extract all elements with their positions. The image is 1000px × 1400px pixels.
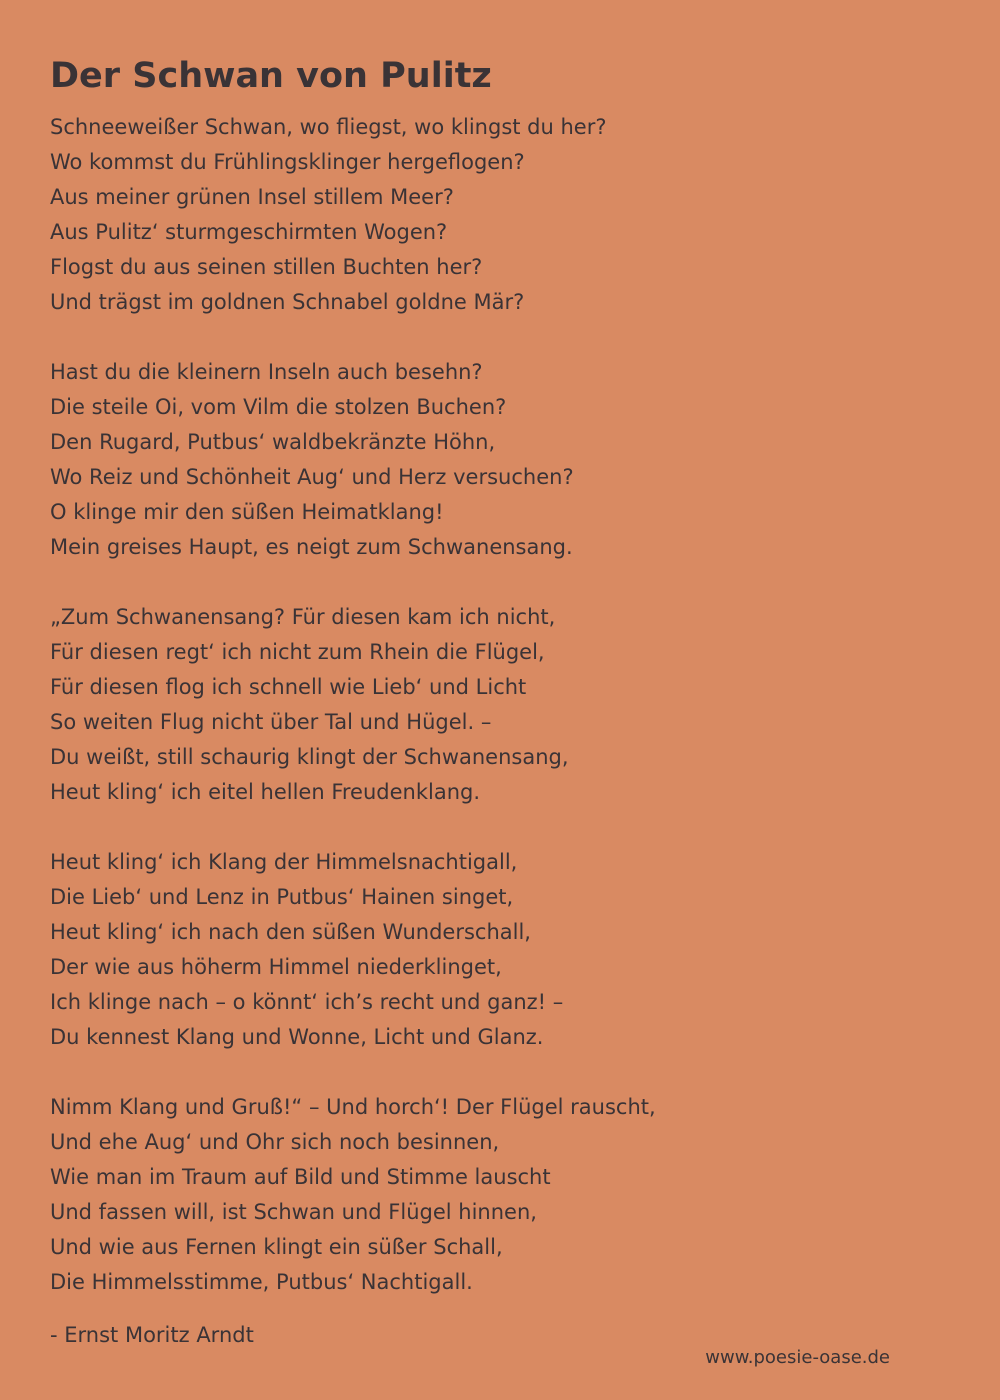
poem-line: Die Lieb‘ und Lenz in Putbus‘ Hainen singet, <box>50 885 514 909</box>
poem-title: Der Schwan von Pulitz <box>50 56 492 96</box>
poem-line: Die steile Oi, vom Vilm die stolzen Buchen? <box>50 395 507 419</box>
poem-line: Heut kling‘ ich nach den süßen Wunderschall, <box>50 920 531 944</box>
poem-line: Und fassen will, ist Schwan und Flügel hinnen, <box>50 1200 537 1224</box>
poem-line: Du kennest Klang und Wonne, Licht und Glanz. <box>50 1025 544 1049</box>
poem-line: Heut kling‘ ich eitel hellen Freudenklang. <box>50 780 481 804</box>
poem-line: „Zum Schwanensang? Für diesen kam ich nicht, <box>50 605 556 629</box>
stanza-3 <box>50 600 950 810</box>
poem-page <box>50 54 950 1335</box>
stanza-2 <box>50 355 950 565</box>
poem-line: Und wie aus Fernen klingt ein süßer Schall, <box>50 1235 503 1259</box>
poem-line: Wo kommst du Frühlingsklinger hergeflogen? <box>50 150 525 174</box>
poem-line: Aus Pulitz‘ sturmgeschirmten Wogen? <box>50 220 448 244</box>
poem-line: Nimm Klang und Gruß!“ – Und horch‘! Der Flügel rauscht, <box>50 1095 656 1119</box>
poem-line: Ich klinge nach – o könnt‘ ich’s recht und ganz! – <box>50 990 564 1014</box>
poem-line: Wie man im Traum auf Bild und Stimme lauscht <box>50 1165 551 1189</box>
stanza-5 <box>50 1090 950 1300</box>
poem-line: Der wie aus höherm Himmel niederklinget, <box>50 955 502 979</box>
poem-line: Die Himmelsstimme, Putbus‘ Nachtigall. <box>50 1270 473 1294</box>
poem-line: Wo Reiz und Schönheit Aug‘ und Herz versuchen? <box>50 465 574 489</box>
stanza-4 <box>50 845 950 1055</box>
website-link[interactable]: www.poesie-oase.de <box>705 1347 890 1368</box>
poem-line: Heut kling‘ ich Klang der Himmelsnachtigall, <box>50 850 518 874</box>
poem-line: Flogst du aus seinen stillen Buchten her? <box>50 255 483 279</box>
poem-line: So weiten Flug nicht über Tal und Hügel. – <box>50 710 492 734</box>
poem-author: - Ernst Moritz Arndt <box>50 1323 254 1347</box>
poem-line: Für diesen flog ich schnell wie Lieb‘ und Licht <box>50 675 527 699</box>
poem-line: Schneeweißer Schwan, wo fliegst, wo klingst du her? <box>50 115 607 139</box>
stanza-1 <box>50 110 950 320</box>
poem-line: Und ehe Aug‘ und Ohr sich noch besinnen, <box>50 1130 500 1154</box>
poem-line: Du weißt, still schaurig klingt der Schwanensang, <box>50 745 569 769</box>
poem-line: Mein greises Haupt, es neigt zum Schwanensang. <box>50 535 573 559</box>
poem-line: O klinge mir den süßen Heimatklang! <box>50 500 444 524</box>
poem-line: Aus meiner grünen Insel stillem Meer? <box>50 185 454 209</box>
poem-line: Den Rugard, Putbus‘ waldbekränzte Höhn, <box>50 430 496 454</box>
poem-line: Für diesen regt‘ ich nicht zum Rhein die Flügel, <box>50 640 545 664</box>
poem-line: Hast du die kleinern Inseln auch besehn? <box>50 360 483 384</box>
poem-line: Und trägst im goldnen Schnabel goldne Mär? <box>50 290 525 314</box>
